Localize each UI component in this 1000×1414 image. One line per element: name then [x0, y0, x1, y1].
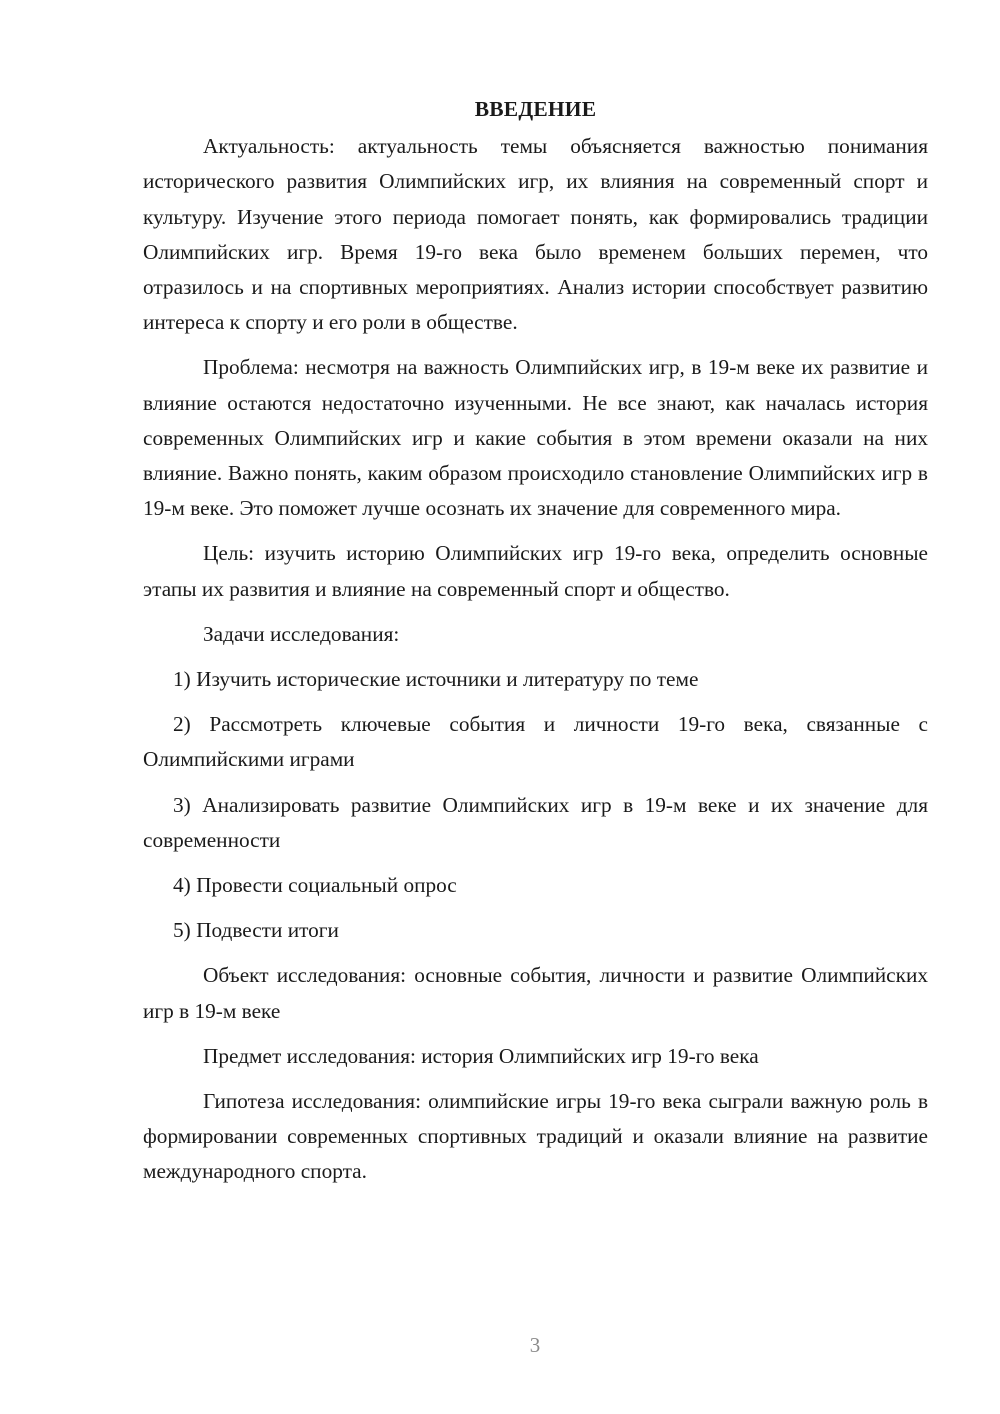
task-item-1: 1) Изучить исторические источники и литературу по теме	[173, 667, 699, 692]
task-item-2: 2) Рассмотреть ключевые события и личности 19-го века, связанные с Олимпийскими играми	[143, 712, 928, 772]
paragraph-object: Объект исследования: основные события, личности и развитие Олимпийских игр в 19-м веке	[143, 963, 928, 1023]
paragraph-subject: Предмет исследования: история Олимпийских игр 19-го века	[203, 1043, 759, 1068]
task-item-5: 5) Подвести итоги	[173, 918, 339, 943]
section-title: ВВЕДЕНИЕ	[474, 97, 597, 121]
page-number: 3	[529, 1333, 541, 1357]
paragraph-goal: Цель: изучить историю Олимпийских игр 19-го века, определить основные этапы их развития и влияние на современный спорт и общество.	[143, 541, 928, 601]
paragraph-relevance: Актуальность: актуальность темы объясняется важностью понимания исторического развития Олимпийских игр, их влияния на современный спорт и культуру. Изучение этого периода помогает понять, как формировались традиции Олимпийских игр. Время 19-го века было временем больших перемен, что отразилось и на спортивных мероприятиях. Анализ истории способствует развитию интереса к спорту и его роли в обществе.	[143, 134, 928, 335]
paragraph-problem: Проблема: несмотря на важность Олимпийских игр, в 19-м веке их развитие и влияние остаются недостаточно изученными. Не все знают, как началась история современных Олимпийских игр и какие события в этом времени оказали на них влияние. Важно понять, каким образом происходило становление Олимпийских игр в 19-м веке. Это поможет лучше осознать их значение для современного мира.	[143, 355, 928, 521]
paragraph-hypothesis: Гипотеза исследования: олимпийские игры 19-го века сыграли важную роль в формировании современных спортивных традиций и оказали влияние на развитие международного спорта.	[143, 1089, 928, 1184]
paragraph-tasks-heading: Задачи исследования:	[203, 621, 400, 646]
task-item-4: 4) Провести социальный опрос	[173, 873, 457, 898]
document-page	[143, 92, 928, 1200]
task-item-3: 3) Анализировать развитие Олимпийских игр в 19-м веке и их значение для современности	[143, 792, 928, 852]
